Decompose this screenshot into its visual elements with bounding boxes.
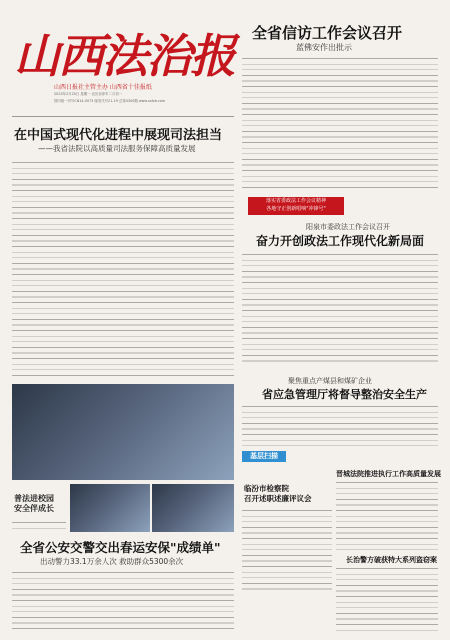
news-photo-bottom-1 — [70, 484, 150, 532]
article-4-body — [242, 404, 438, 448]
article-3-body — [242, 252, 438, 362]
banner — [248, 197, 344, 215]
article-2-title: 在中国式现代化进程中展现司法担当 — [14, 128, 223, 143]
tagline: 山西日报社主管主办 山西省十佳报纸 — [54, 84, 152, 91]
article-7-body — [336, 566, 438, 632]
article-2-subtitle: ——我省法院以高质量司法服务保障高质量发展 — [38, 144, 196, 153]
article-3-title: 奋力开创政法工作现代化新局面 — [256, 234, 425, 248]
article-4-title: 省应急管理厅将督导整治安全生产 — [262, 388, 427, 401]
divider — [12, 116, 234, 117]
article-8-body — [12, 570, 234, 632]
article-1-subtitle: 蓝佛安作出批示 — [296, 43, 352, 52]
article-1-title: 全省信访工作会议召开 — [252, 24, 403, 42]
article-3-kicker: 阳泉市委政法工作会议召开 — [306, 223, 390, 231]
section-tag: 基层扫描 — [242, 451, 286, 462]
article-4-kicker: 聚焦重点产煤县和煤矿企业 — [288, 377, 372, 385]
article-5-body — [242, 508, 332, 594]
article-6-body — [336, 480, 438, 552]
date-line: 2023年2月20日 星期一 农历癸卯年二月初一 — [54, 92, 123, 96]
article-8-subtitle: 出动警力33.1万余人次 救助群众5300余次 — [40, 557, 184, 566]
info-line: 国内统一刊号CN14-0073 邮发代号21-19 总第4300期 www.sxfzb.com — [54, 99, 166, 103]
article-6-title: 晋城法院推进执行工作高质量发展 — [336, 470, 441, 478]
masthead — [14, 20, 239, 112]
news-photo-bottom-2 — [152, 484, 234, 532]
article-7-title: 长治警方破获特大系列盗窃案 — [346, 556, 437, 564]
banner-line-2: 各地守正创新唱响"冲锋号" — [266, 206, 326, 212]
banner-line-1: 落实省委政法工作会议精神 — [265, 198, 326, 204]
article-2-body — [12, 160, 234, 376]
photo-caption: 普法进校园 安全伴成长 — [14, 494, 54, 513]
news-photo-top — [12, 384, 234, 480]
photo-caption-body — [12, 520, 66, 532]
logo: 山西法治报 — [14, 29, 234, 83]
article-5-title: 临汾市检察院 召开述职述廉评议会 — [244, 484, 312, 503]
article-1-body — [242, 56, 438, 192]
article-8-title: 全省公安交警交出春运安保"成绩单" — [20, 540, 221, 555]
